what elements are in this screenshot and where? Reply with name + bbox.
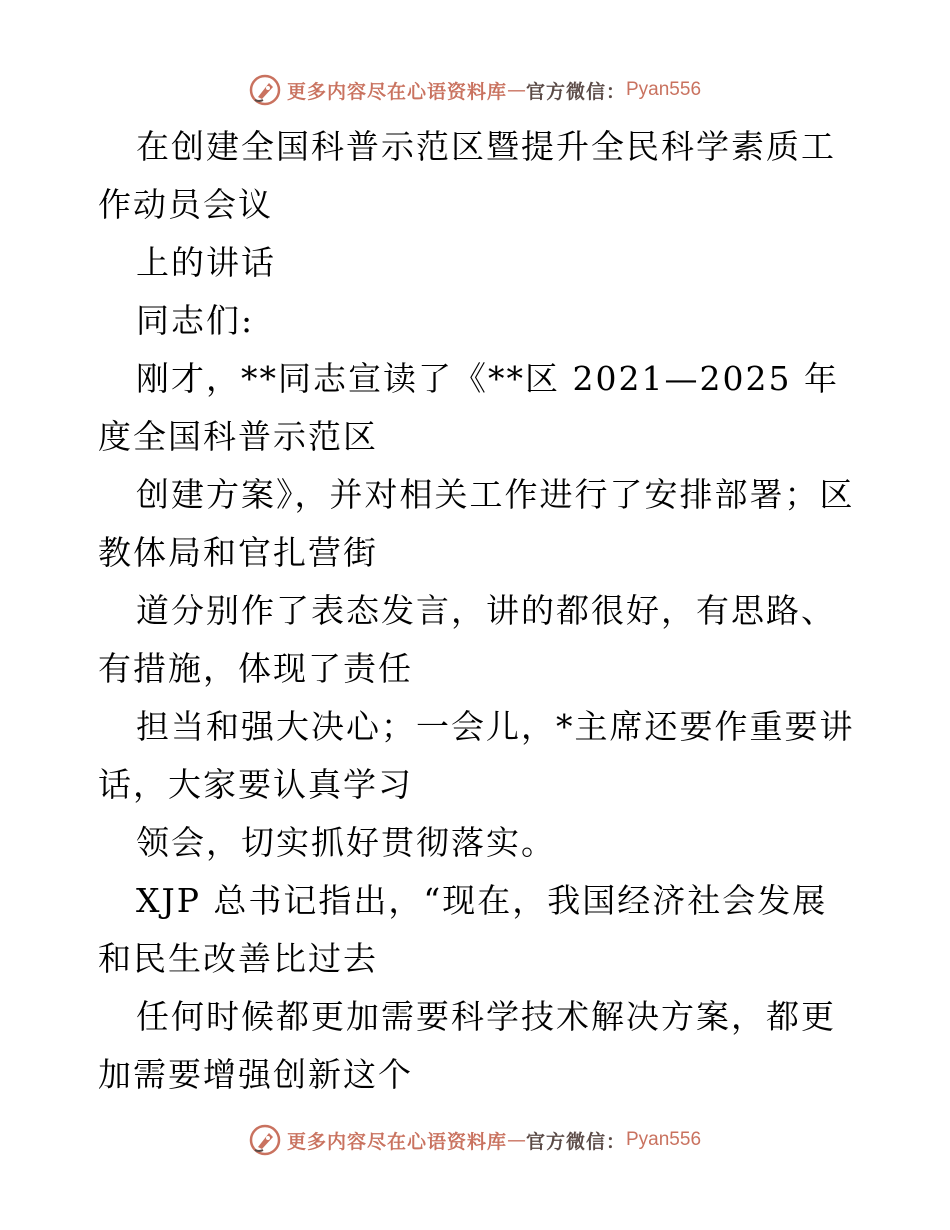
pen-nib-logo-icon bbox=[249, 1124, 281, 1156]
paragraph: 刚才，**同志宣读了《**区 2021—2025 年度全国科普示范区 bbox=[98, 359, 839, 456]
footer-watermark bbox=[0, 1120, 950, 1160]
paragraph: 创建方案》，并对相关工作进行了安排部署；区教体局和官扎营街 bbox=[98, 475, 855, 572]
header-watermark bbox=[0, 70, 950, 110]
pen-nib-logo-icon bbox=[249, 74, 281, 106]
paragraph: 任何时候都更加需要科学技术解决方案，都更加需要增强创新这个 bbox=[98, 997, 836, 1094]
document-body bbox=[98, 118, 858, 1104]
paragraph: XJP 总书记指出，“现在，我国经济社会发展和民生改善比过去 bbox=[98, 881, 828, 978]
paragraph: 道分别作了表态发言，讲的都很好，有思路、有措施，体现了责任 bbox=[98, 591, 836, 688]
watermark-wechat-id: Pyan556 bbox=[626, 1129, 702, 1150]
watermark-dash: — bbox=[506, 1129, 526, 1151]
watermark-brand: 更多内容尽在心语资料库 bbox=[286, 80, 507, 103]
watermark-brand: 更多内容尽在心语资料库 bbox=[286, 1130, 507, 1153]
watermark-official-label: 官方微信： bbox=[525, 1130, 626, 1153]
watermark-wechat-id: Pyan556 bbox=[626, 79, 702, 100]
watermark-dash: — bbox=[506, 79, 526, 101]
paragraph: 担当和强大决心；一会儿，*主席还要作重要讲话，大家要认真学习 bbox=[98, 707, 855, 804]
paragraph-title: 在创建全国科普示范区暨提升全民科学素质工作动员会议 bbox=[98, 127, 836, 224]
paragraph: 领会，切实抓好贯彻落实。 bbox=[136, 823, 556, 862]
paragraph-salutation: 同志们: bbox=[136, 301, 255, 340]
paragraph-title-continued: 上的讲话 bbox=[136, 243, 276, 282]
watermark-official-label: 官方微信： bbox=[525, 80, 626, 103]
